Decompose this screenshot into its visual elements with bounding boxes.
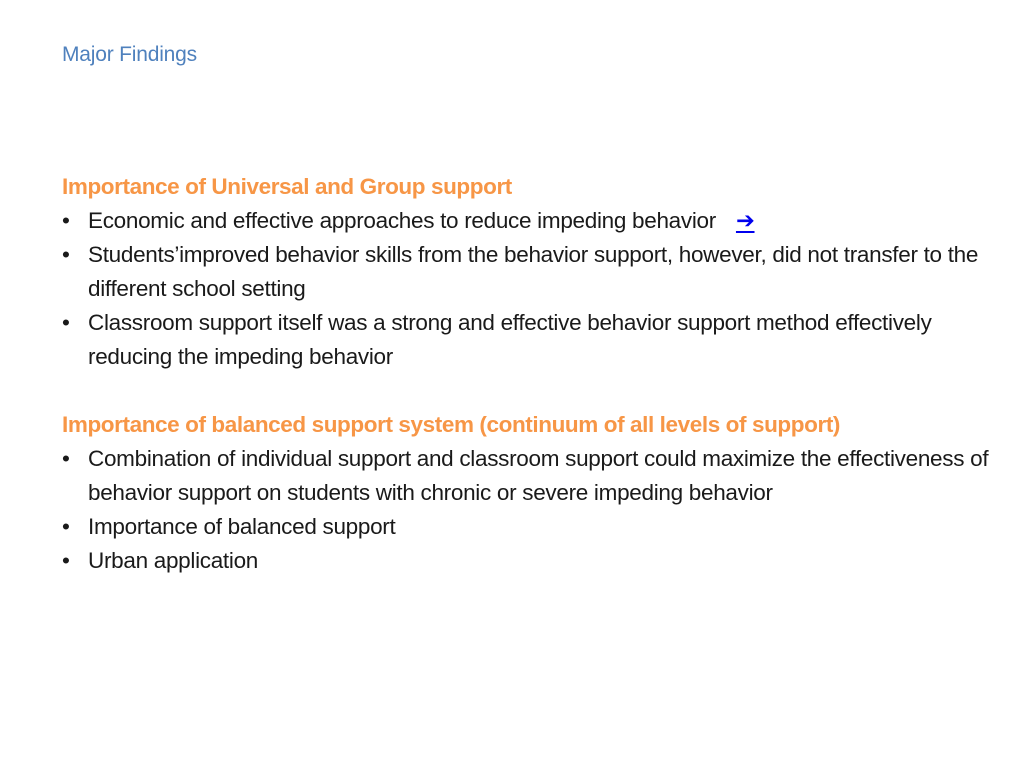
bullet-icon: •: [62, 208, 70, 233]
list-item: [62, 238, 1002, 306]
page-title: Major Findings: [62, 43, 197, 66]
right-arrow-icon[interactable]: ➔: [735, 208, 755, 233]
section-heading-universal-group: Importance of Universal and Group support: [62, 174, 512, 199]
list-item-text: Importance of balanced support: [88, 514, 396, 539]
section-spacer: [62, 374, 1002, 408]
list-item-text: Combination of individual support and classroom support could maximize the effectiveness of behavior support on students with chronic or severe impeding behavior: [88, 446, 989, 505]
bullet-icon: •: [62, 548, 70, 573]
list-item: [62, 544, 1002, 578]
bullet-list-universal-group: [62, 204, 1002, 374]
bullet-list-balanced-support: [62, 442, 1002, 578]
slide-body: [62, 170, 1002, 578]
bullet-icon: •: [62, 514, 70, 539]
list-item: [62, 306, 1002, 374]
list-item-text: Students’improved behavior skills from the behavior support, however, did not transfer to the different school setting: [88, 242, 979, 301]
section-heading-balanced-support: Importance of balanced support system (continuum of all levels of support): [62, 412, 841, 437]
list-item-text: Urban application: [88, 548, 259, 573]
list-item-text: Classroom support itself was a strong and effective behavior support method effectively reducing the impeding behavior: [88, 310, 932, 369]
bullet-icon: •: [62, 446, 70, 471]
list-item-text: Economic and effective approaches to reduce impeding behavior: [88, 208, 716, 233]
bullet-icon: •: [62, 310, 70, 335]
bullet-icon: •: [62, 242, 70, 267]
list-item: [62, 442, 1002, 510]
list-item: [62, 204, 1002, 238]
list-item: [62, 510, 1002, 544]
